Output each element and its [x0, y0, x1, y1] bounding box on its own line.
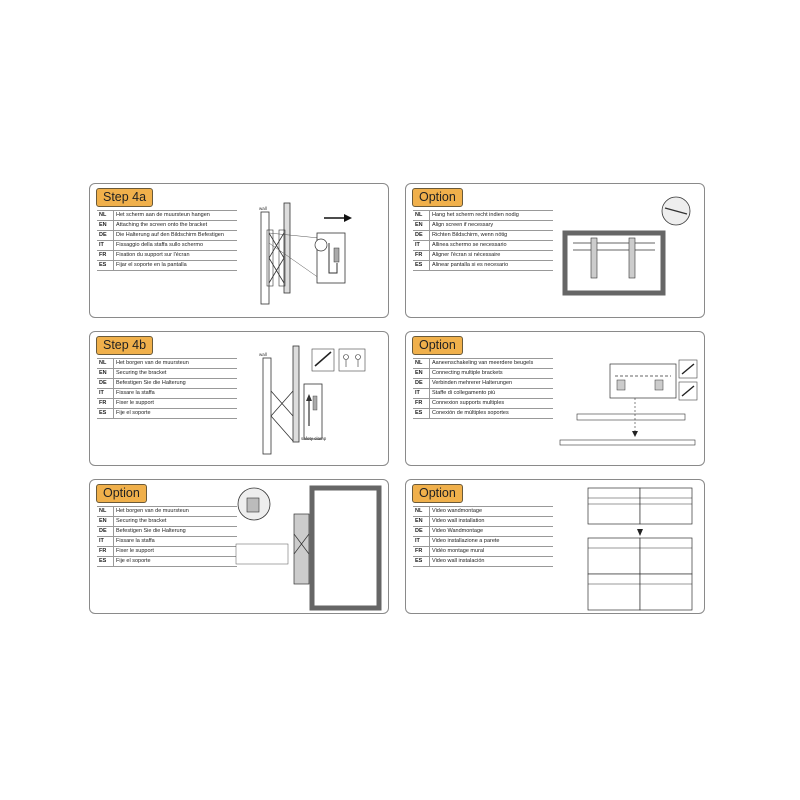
lang-row-nl: NL Het scherm aan de muursteun hangen [97, 211, 237, 221]
step-4b-panel [89, 331, 389, 466]
step-title: Step 4a [96, 188, 153, 207]
lang-row-de: DE Richten Bildschirm, wenn nötig [413, 231, 553, 241]
lang-row-fr: FR Vidéo montage mural [413, 547, 553, 557]
language-table [413, 210, 553, 271]
option-connect-panel [405, 331, 705, 466]
lang-row-de: DE Verbinden mehrerer Halterungen [413, 379, 553, 389]
lang-row-en: EN Securing the bracket [97, 517, 237, 527]
lang-row-it: IT Video installazione a parete [413, 537, 553, 547]
lang-row-it: IT Allinea schermo se necessario [413, 241, 553, 251]
lang-row-nl: NL Aaneenschakeling van meerdere beugels [413, 359, 553, 369]
bracket-attach-illustration [249, 188, 384, 313]
option-secure-panel [89, 479, 389, 614]
step-title: Step 4b [96, 336, 153, 355]
lang-row-es: ES Fije el soporte [97, 557, 237, 567]
bracket-secure-illustration [249, 336, 384, 461]
lang-row-it: IT Fissaggio della staffa sullo schermo [97, 241, 237, 251]
lang-row-de: DE Befestigen Sie die Halterung [97, 379, 237, 389]
safety-clamp-label: safety clamp [301, 436, 327, 441]
step-title: Option [412, 336, 463, 355]
screen-align-illustration [555, 188, 700, 313]
wall-label: wall [259, 352, 267, 357]
bracket-connect-illustration [555, 336, 700, 461]
video-wall-illustration [580, 484, 700, 612]
lang-row-de: DE Befestigen Sie die Halterung [97, 527, 237, 537]
lang-row-es: ES Video wall instalación [413, 557, 553, 567]
language-table [97, 358, 237, 419]
lang-row-en: EN Connecting multiple brackets [413, 369, 553, 379]
lang-row-de: DE Video Wandmontage [413, 527, 553, 537]
language-table [97, 506, 237, 567]
lang-row-nl: NL Hang het scherm recht indien nodig [413, 211, 553, 221]
lang-row-fr: FR Connexion supports multiples [413, 399, 553, 409]
lang-row-it: IT Fissare la staffa [97, 537, 237, 547]
lang-row-fr: FR Fixer le support [97, 547, 237, 557]
language-table [413, 358, 553, 419]
lang-row-es: ES Conexión de múltiples soportes [413, 409, 553, 419]
lang-row-fr: FR Aligner l'écran si nécessaire [413, 251, 553, 261]
language-table [97, 210, 237, 271]
language-table [413, 506, 553, 567]
lang-row-fr: FR Fixer le support [97, 399, 237, 409]
lang-row-nl: NL Video wandmontage [413, 507, 553, 517]
lang-row-en: EN Securing the bracket [97, 369, 237, 379]
padlock-secure-illustration [234, 484, 384, 612]
step-4a-panel [89, 183, 389, 318]
lang-row-it: IT Staffe di collegamento più [413, 389, 553, 399]
step-title: Option [412, 484, 463, 503]
lang-row-en: EN Align screen if necessary [413, 221, 553, 231]
step-title: Option [412, 188, 463, 207]
step-title: Option [96, 484, 147, 503]
lang-row-de: DE Die Halterung auf den Bildschirm Befestigen [97, 231, 237, 241]
lang-row-en: EN Attaching the screen onto the bracket [97, 221, 237, 231]
lang-row-en: EN Video wall installation [413, 517, 553, 527]
lang-row-nl: NL Het borgen van de muursteun [97, 507, 237, 517]
option-videowall-panel [405, 479, 705, 614]
lang-row-it: IT Fissare la staffa [97, 389, 237, 399]
lang-row-nl: NL Het borgen van de muursteun [97, 359, 237, 369]
lang-row-fr: FR Fixation du support sur l'écran [97, 251, 237, 261]
lang-row-es: ES Alinear pantalla si es necesario [413, 261, 553, 271]
lang-row-es: ES Fije el soporte [97, 409, 237, 419]
option-align-panel [405, 183, 705, 318]
lang-row-es: ES Fijar el soporte en la pantalla [97, 261, 237, 271]
wall-label: wall [259, 206, 267, 211]
